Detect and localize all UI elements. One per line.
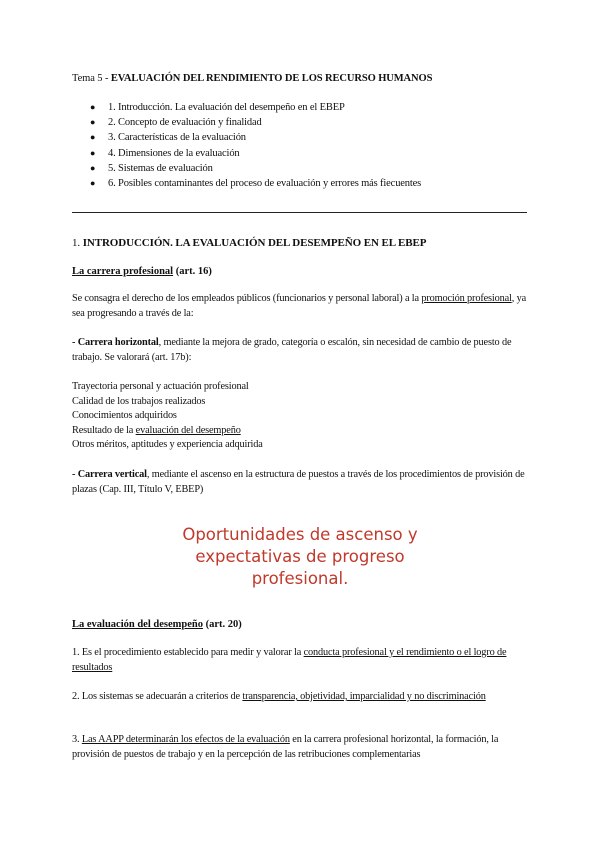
subheading-carrera: La carrera profesional (art. 16) [72, 266, 212, 277]
criteria-list [72, 380, 263, 453]
underlined-term: Las AAPP determinarán los efectos de la evaluación [81, 734, 290, 745]
bold-term: - Carrera horizontal [72, 337, 159, 348]
list-item: Conocimientos adquiridos [72, 410, 177, 422]
toc-item: ● 2. Concepto de evaluación y finalidad [90, 115, 421, 130]
underlined-term: conducta profesional y el rendimiento o el logro de resultados [72, 647, 507, 673]
paragraph-carrera-vertical: - Carrera vertical, mediante el ascenso en la estructura de puestos a través de los procedimientos de provisión de plazas (Cap. III, Título V, EBEP) [72, 469, 525, 495]
bullet-icon: ● [90, 147, 96, 158]
paragraph-point-3: 3. Las AAPP determinarán los efectos de la evaluación en la carrera profesional horizontal, la formación, la provisión de puestos de trabajo y en la percepción de las retribuciones complementarias [72, 734, 499, 760]
topic-heading: EVALUACIÓN DEL RENDIMIENTO DE LOS RECURSO HUMANOS [110, 73, 433, 84]
toc-item: ● 1. Introducción. La evaluación del desempeño en el EBEP [90, 100, 421, 115]
highlight-callout [150, 524, 450, 590]
list-item: Calidad de los trabajos realizados [72, 395, 206, 407]
topic-title [72, 72, 432, 86]
paragraph-point-2: 2. Los sistemas se adecuarán a criterios de transparencia, objetividad, imparcialidad y no discriminación [72, 691, 486, 702]
toc-item: ● 5. Sistemas de evaluación [90, 161, 421, 176]
list-item: Resultado de la evaluación del desempeño [72, 424, 241, 436]
toc-item: ● 3. Características de la evaluación [90, 130, 421, 145]
underlined-term: promoción profesional [421, 293, 512, 304]
bullet-icon: ● [90, 177, 96, 188]
section-heading [72, 236, 426, 250]
paragraph-carrera-horizontal: - Carrera horizontal, mediante la mejora de grado, categoría o escalón, sin necesidad de cambio de puesto de trabajo. Se valorará (art. 17b): [72, 337, 512, 363]
bullet-icon: ● [90, 102, 96, 112]
list-item: Trayectoria personal y actuación profesional [72, 381, 249, 392]
toc-item: ● 4. Dimensiones de la evaluación [90, 146, 421, 161]
bullet-icon: ● [90, 162, 96, 173]
bullet-icon: ● [90, 117, 96, 128]
underlined-term: transparencia, objetividad, imparcialidad y no discriminación [242, 691, 486, 702]
toc-item: ● 6. Posibles contaminantes del proceso de evaluación y errores más fiecuentes [90, 176, 421, 191]
topic-prefix: Tema 5 - [72, 73, 111, 84]
table-of-contents [90, 100, 421, 191]
section-number: 1. [72, 237, 83, 249]
subheading-evaluacion: La evaluación del desempeño (art. 20) [72, 619, 242, 630]
callout-line: Oportunidades de ascenso y [182, 525, 418, 544]
paragraph-intro: Se consagra el derecho de los empleados públicos (funcionarios y personal laboral) a la promoción profesional, ya sea progresando a través de la: [72, 293, 526, 319]
list-item: Otros méritos, aptitudes y experiencia adquirida [72, 439, 263, 451]
paragraph-point-1: 1. Es el procedimiento establecido para medir y valorar la conducta profesional y el rendimiento o el logro de resultados [72, 647, 507, 673]
bold-term: - Carrera vertical [72, 469, 147, 480]
callout-line: expectativas de progreso [195, 547, 405, 566]
section-title: INTRODUCCIÓN. LA EVALUACIÓN DEL DESEMPEÑO EN EL EBEP [82, 237, 427, 249]
bullet-icon: ● [90, 132, 96, 143]
horizontal-divider [72, 212, 527, 213]
callout-line: profesional. [251, 569, 349, 588]
underlined-term: evaluación del desempeño [135, 424, 241, 436]
